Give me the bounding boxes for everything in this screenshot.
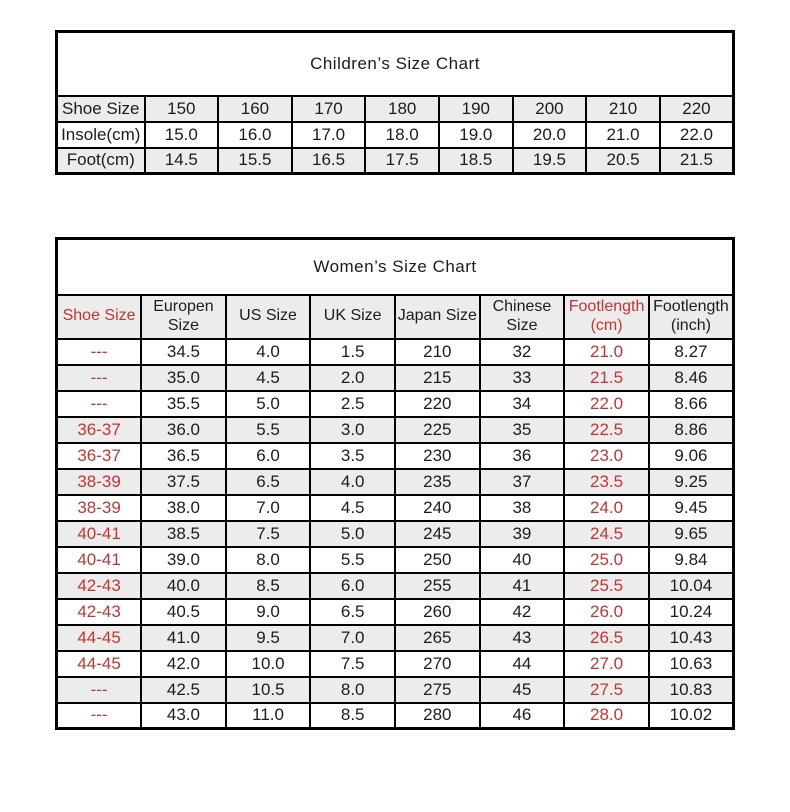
women-value-cell: 6.0 [310, 573, 395, 599]
women-value-cell: 210 [395, 339, 480, 365]
women-value-cell: 36-37 [57, 417, 142, 443]
women-value-cell: 270 [395, 651, 480, 677]
womens-size-chart [55, 237, 735, 730]
women-data-row [57, 495, 734, 521]
women-value-cell: 39 [480, 521, 565, 547]
women-value-cell: 6.0 [226, 443, 311, 469]
women-data-row [57, 443, 734, 469]
women-value-cell: 10.5 [226, 677, 311, 703]
women-value-cell: 4.0 [226, 339, 311, 365]
women-value-cell: 255 [395, 573, 480, 599]
women-column-header: Chinese Size [480, 295, 565, 339]
women-value-cell: 41 [480, 573, 565, 599]
women-value-cell: 2.5 [310, 391, 395, 417]
women-value-cell: --- [57, 391, 142, 417]
women-data-row [57, 365, 734, 391]
women-value-cell: 23.0 [564, 443, 649, 469]
women-value-cell: 24.0 [564, 495, 649, 521]
women-value-cell: 36-37 [57, 443, 142, 469]
women-value-cell: 10.04 [649, 573, 734, 599]
women-value-cell: 9.65 [649, 521, 734, 547]
women-value-cell: 42.0 [141, 651, 226, 677]
women-value-cell: 37.5 [141, 469, 226, 495]
women-data-row [57, 391, 734, 417]
children-value-cell: 210 [586, 96, 660, 122]
women-value-cell: 10.24 [649, 599, 734, 625]
women-value-cell: --- [57, 677, 142, 703]
women-value-cell: 9.06 [649, 443, 734, 469]
women-value-cell: 34.5 [141, 339, 226, 365]
women-data-row [57, 521, 734, 547]
women-column-header: Europen Size [141, 295, 226, 339]
children-value-cell: 190 [439, 96, 513, 122]
women-header-row [57, 295, 734, 339]
children-value-cell: 17.0 [292, 122, 366, 148]
women-value-cell: 7.5 [226, 521, 311, 547]
children-value-cell: 180 [365, 96, 439, 122]
women-value-cell: 8.46 [649, 365, 734, 391]
children-value-cell: 15.5 [218, 148, 292, 174]
children-data-row [57, 96, 734, 122]
women-value-cell: 7.0 [226, 495, 311, 521]
children-data-row [57, 148, 734, 174]
women-value-cell: 8.66 [649, 391, 734, 417]
women-value-cell: 36.5 [141, 443, 226, 469]
women-value-cell: 36 [480, 443, 565, 469]
children-value-cell: 22.0 [660, 122, 734, 148]
women-column-header: Japan Size [395, 295, 480, 339]
women-column-header: Shoe Size [57, 295, 142, 339]
women-value-cell: 275 [395, 677, 480, 703]
women-data-row [57, 703, 734, 729]
women-value-cell: 27.5 [564, 677, 649, 703]
women-value-cell: 40.5 [141, 599, 226, 625]
women-value-cell: 28.0 [564, 703, 649, 729]
women-value-cell: 42 [480, 599, 565, 625]
women-value-cell: 5.5 [310, 547, 395, 573]
women-value-cell: 44-45 [57, 651, 142, 677]
women-value-cell: 22.5 [564, 417, 649, 443]
women-value-cell: 40-41 [57, 547, 142, 573]
children-value-cell: 21.0 [586, 122, 660, 148]
women-value-cell: 215 [395, 365, 480, 391]
women-value-cell: 10.0 [226, 651, 311, 677]
women-value-cell: 5.5 [226, 417, 311, 443]
women-value-cell: 3.5 [310, 443, 395, 469]
women-value-cell: --- [57, 365, 142, 391]
children-value-cell: 160 [218, 96, 292, 122]
women-value-cell: 38.0 [141, 495, 226, 521]
women-value-cell: 43 [480, 625, 565, 651]
women-table-body [57, 239, 734, 729]
women-value-cell: 38.5 [141, 521, 226, 547]
children-value-cell: 200 [513, 96, 587, 122]
children-table-body [57, 32, 734, 174]
women-value-cell: 42-43 [57, 573, 142, 599]
women-column-header: UK Size [310, 295, 395, 339]
women-data-row [57, 599, 734, 625]
women-value-cell: 1.5 [310, 339, 395, 365]
women-title-row [57, 239, 734, 295]
women-value-cell: 21.0 [564, 339, 649, 365]
women-value-cell: 25.0 [564, 547, 649, 573]
women-value-cell: 32 [480, 339, 565, 365]
women-value-cell: 10.83 [649, 677, 734, 703]
women-value-cell: 235 [395, 469, 480, 495]
children-value-cell: 220 [660, 96, 734, 122]
women-data-row [57, 677, 734, 703]
women-value-cell: 23.5 [564, 469, 649, 495]
women-value-cell: 245 [395, 521, 480, 547]
women-value-cell: 42-43 [57, 599, 142, 625]
children-value-cell: 16.5 [292, 148, 366, 174]
women-value-cell: 22.0 [564, 391, 649, 417]
children-value-cell: 14.5 [145, 148, 219, 174]
women-value-cell: 9.0 [226, 599, 311, 625]
women-value-cell: 4.0 [310, 469, 395, 495]
women-value-cell: 10.43 [649, 625, 734, 651]
children-value-cell: 18.0 [365, 122, 439, 148]
children-chart-title: Children’s Size Chart [57, 32, 734, 96]
women-value-cell: 220 [395, 391, 480, 417]
women-value-cell: 230 [395, 443, 480, 469]
women-value-cell: 21.5 [564, 365, 649, 391]
women-value-cell: 40-41 [57, 521, 142, 547]
women-value-cell: 35 [480, 417, 565, 443]
women-value-cell: 35.5 [141, 391, 226, 417]
children-value-cell: 19.5 [513, 148, 587, 174]
women-value-cell: --- [57, 703, 142, 729]
women-value-cell: 9.5 [226, 625, 311, 651]
women-value-cell: 38-39 [57, 469, 142, 495]
women-value-cell: 42.5 [141, 677, 226, 703]
children-value-cell: 18.5 [439, 148, 513, 174]
women-value-cell: 39.0 [141, 547, 226, 573]
women-value-cell: 10.02 [649, 703, 734, 729]
women-value-cell: 4.5 [310, 495, 395, 521]
women-value-cell: 8.86 [649, 417, 734, 443]
women-column-header: US Size [226, 295, 311, 339]
women-value-cell: 46 [480, 703, 565, 729]
women-value-cell: 34 [480, 391, 565, 417]
women-value-cell: 225 [395, 417, 480, 443]
women-value-cell: 44 [480, 651, 565, 677]
women-value-cell: 250 [395, 547, 480, 573]
women-data-row [57, 547, 734, 573]
women-value-cell: 7.5 [310, 651, 395, 677]
children-row-label: Insole(cm) [57, 122, 145, 148]
women-column-header: Footlength (inch) [649, 295, 734, 339]
children-value-cell: 150 [145, 96, 219, 122]
women-value-cell: 5.0 [226, 391, 311, 417]
women-value-cell: 4.5 [226, 365, 311, 391]
childrens-size-chart [55, 30, 735, 175]
women-value-cell: 45 [480, 677, 565, 703]
women-data-row [57, 651, 734, 677]
women-value-cell: 8.27 [649, 339, 734, 365]
women-value-cell: 38-39 [57, 495, 142, 521]
women-value-cell: 35.0 [141, 365, 226, 391]
children-value-cell: 19.0 [439, 122, 513, 148]
women-data-row [57, 469, 734, 495]
children-row-label: Foot(cm) [57, 148, 145, 174]
women-value-cell: 11.0 [226, 703, 311, 729]
women-value-cell: 9.25 [649, 469, 734, 495]
children-row-label: Shoe Size [57, 96, 145, 122]
women-data-row [57, 573, 734, 599]
women-value-cell: 3.0 [310, 417, 395, 443]
women-value-cell: 10.63 [649, 651, 734, 677]
women-value-cell: 280 [395, 703, 480, 729]
women-value-cell: 8.0 [310, 677, 395, 703]
women-value-cell: 25.5 [564, 573, 649, 599]
women-value-cell: 43.0 [141, 703, 226, 729]
women-value-cell: 265 [395, 625, 480, 651]
women-value-cell: 7.0 [310, 625, 395, 651]
women-value-cell: 36.0 [141, 417, 226, 443]
women-data-row [57, 339, 734, 365]
women-value-cell: 38 [480, 495, 565, 521]
women-value-cell: 6.5 [310, 599, 395, 625]
women-value-cell: 8.0 [226, 547, 311, 573]
women-value-cell: 26.0 [564, 599, 649, 625]
women-value-cell: 26.5 [564, 625, 649, 651]
women-value-cell: 5.0 [310, 521, 395, 547]
women-chart-title: Women’s Size Chart [57, 239, 734, 295]
women-value-cell: 6.5 [226, 469, 311, 495]
children-data-row [57, 122, 734, 148]
women-data-row [57, 625, 734, 651]
women-value-cell: 260 [395, 599, 480, 625]
children-value-cell: 16.0 [218, 122, 292, 148]
children-value-cell: 20.5 [586, 148, 660, 174]
women-value-cell: 33 [480, 365, 565, 391]
children-value-cell: 21.5 [660, 148, 734, 174]
children-value-cell: 20.0 [513, 122, 587, 148]
women-value-cell: 24.5 [564, 521, 649, 547]
women-value-cell: 41.0 [141, 625, 226, 651]
women-value-cell: 9.45 [649, 495, 734, 521]
children-value-cell: 17.5 [365, 148, 439, 174]
women-value-cell: --- [57, 339, 142, 365]
women-value-cell: 9.84 [649, 547, 734, 573]
children-title-row [57, 32, 734, 96]
women-data-row [57, 417, 734, 443]
children-value-cell: 170 [292, 96, 366, 122]
women-column-header: Footlength (cm) [564, 295, 649, 339]
children-value-cell: 15.0 [145, 122, 219, 148]
women-value-cell: 44-45 [57, 625, 142, 651]
women-value-cell: 8.5 [310, 703, 395, 729]
women-value-cell: 40 [480, 547, 565, 573]
women-value-cell: 37 [480, 469, 565, 495]
women-value-cell: 2.0 [310, 365, 395, 391]
women-value-cell: 40.0 [141, 573, 226, 599]
women-value-cell: 240 [395, 495, 480, 521]
women-value-cell: 8.5 [226, 573, 311, 599]
women-value-cell: 27.0 [564, 651, 649, 677]
